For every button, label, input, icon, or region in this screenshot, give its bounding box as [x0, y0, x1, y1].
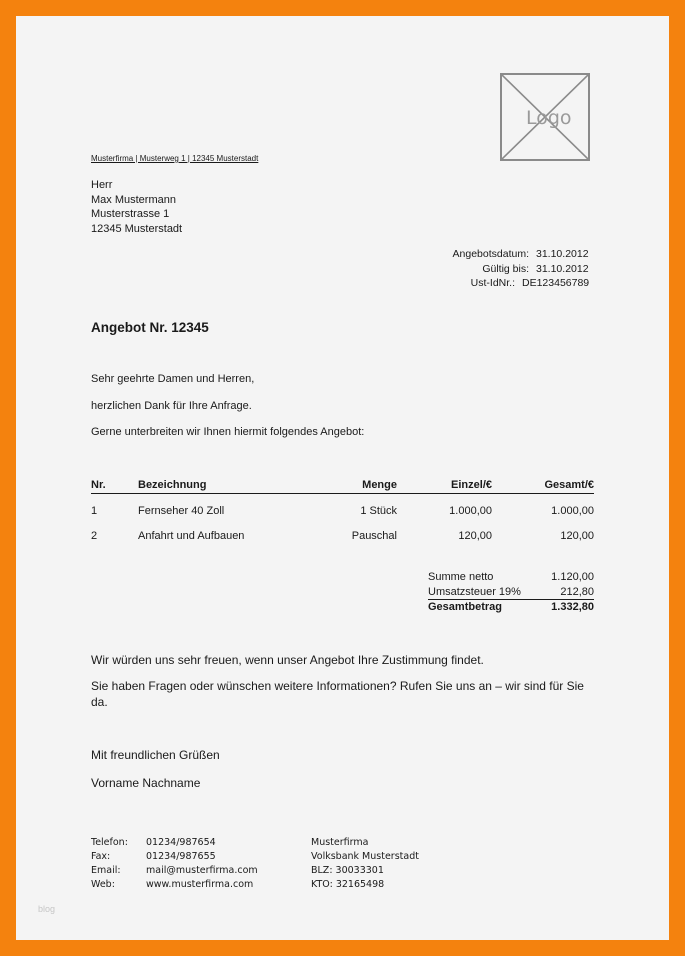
totals-label: Summe netto	[428, 571, 494, 583]
meta-row-date	[416, 247, 593, 262]
logo-placeholder	[500, 73, 590, 161]
footer-email-label: Email:	[91, 865, 121, 876]
footer-kto: KTO: 32165498	[311, 879, 385, 890]
footer-bank-details	[311, 836, 419, 892]
meta-value: DE123456789	[522, 277, 590, 289]
recipient-street: Musterstrasse 1	[91, 208, 170, 220]
cell-einzel: 120,00	[458, 530, 492, 542]
cell-menge: Pauschal	[351, 530, 397, 542]
cell-gesamt: 120,00	[560, 530, 594, 542]
table-header	[91, 479, 594, 494]
header-gesamt: Gesamt/€	[544, 479, 594, 491]
recipient-salutation: Herr	[91, 179, 113, 191]
cell-menge: 1 Stück	[360, 505, 397, 517]
meta-row-valid	[416, 262, 593, 277]
totals-value: 1.332,80	[551, 601, 594, 613]
footer-company: Musterfirma	[311, 837, 369, 848]
logo-text: Logo	[526, 107, 572, 129]
footer-email: mail@musterfirma.com	[146, 865, 258, 876]
totals-block	[428, 570, 594, 615]
recipient-city: 12345 Musterstadt	[91, 222, 183, 235]
meta-row-vat-id	[416, 276, 593, 291]
sender-line: Musterfirma | Musterweg 1 | 12345 Musterstadt	[91, 154, 259, 163]
table-row	[91, 530, 594, 544]
intro-thanks: herzlichen Dank für Ihre Anfrage.	[91, 400, 252, 412]
totals-value: 212,80	[560, 585, 594, 598]
cell-gesamt: 1.000,00	[551, 505, 594, 517]
totals-net	[428, 570, 594, 585]
footer-contact-labels	[91, 836, 128, 892]
header-bezeichnung: Bezeichnung	[138, 479, 207, 491]
offer-document	[16, 16, 669, 940]
cell-einzel: 1.000,00	[449, 505, 492, 517]
footer-phone: 01234/987654	[146, 837, 216, 848]
header-einzel: Einzel/€	[451, 479, 492, 491]
footer-web-label: Web:	[91, 879, 115, 890]
meta-label: Ust-IdNr.:	[470, 277, 515, 289]
offer-title: Angebot Nr. 12345	[91, 320, 209, 335]
footer-web: www.musterfirma.com	[146, 879, 254, 890]
offer-meta	[416, 247, 593, 291]
totals-label: Gesamtbetrag	[428, 601, 502, 613]
table-row	[91, 505, 594, 519]
cell-bezeichnung: Fernseher 40 Zoll	[138, 505, 225, 517]
footer-contact-values	[146, 836, 258, 892]
meta-value: 31.10.2012	[536, 248, 589, 260]
header-nr: Nr.	[91, 479, 106, 491]
recipient-name: Max Mustermann	[91, 193, 176, 206]
greeting: Sehr geehrte Damen und Herren,	[91, 373, 255, 385]
footer-phone-label: Telefon:	[91, 837, 128, 848]
meta-label: Angebotsdatum:	[452, 248, 529, 260]
watermark: blog	[38, 904, 56, 914]
cell-bezeichnung: Anfahrt und Aufbauen	[138, 530, 245, 542]
totals-vat	[428, 585, 594, 600]
recipient-address	[91, 178, 182, 236]
header-menge: Menge	[362, 479, 397, 491]
meta-label: Gültig bis:	[482, 262, 529, 275]
cell-nr: 2	[91, 530, 98, 542]
footer-bank-name: Volksbank Musterstadt	[311, 851, 419, 862]
cell-nr: 1	[91, 505, 98, 517]
intro-offer: Gerne unterbreiten wir Ihnen hiermit folgendes Angebot:	[91, 426, 365, 438]
footer-blz: BLZ: 30033301	[311, 865, 384, 876]
footer-fax-label: Fax:	[91, 851, 111, 862]
totals-grand	[428, 600, 594, 615]
regards: Mit freundlichen Grüßen	[91, 748, 220, 762]
footer-fax: 01234/987655	[146, 851, 216, 862]
totals-label: Umsatzsteuer 19%	[428, 585, 521, 598]
meta-value: 31.10.2012	[536, 262, 589, 275]
signature-name: Vorname Nachname	[91, 776, 201, 790]
closing-questions: Sie haben Fragen oder wünschen weitere Informationen? Rufen Sie uns an – wir sind für Sie da.	[91, 679, 584, 709]
closing-approval: Wir würden uns sehr freuen, wenn unser Angebot Ihre Zustimmung findet.	[91, 653, 484, 667]
totals-value: 1.120,00	[551, 571, 594, 583]
